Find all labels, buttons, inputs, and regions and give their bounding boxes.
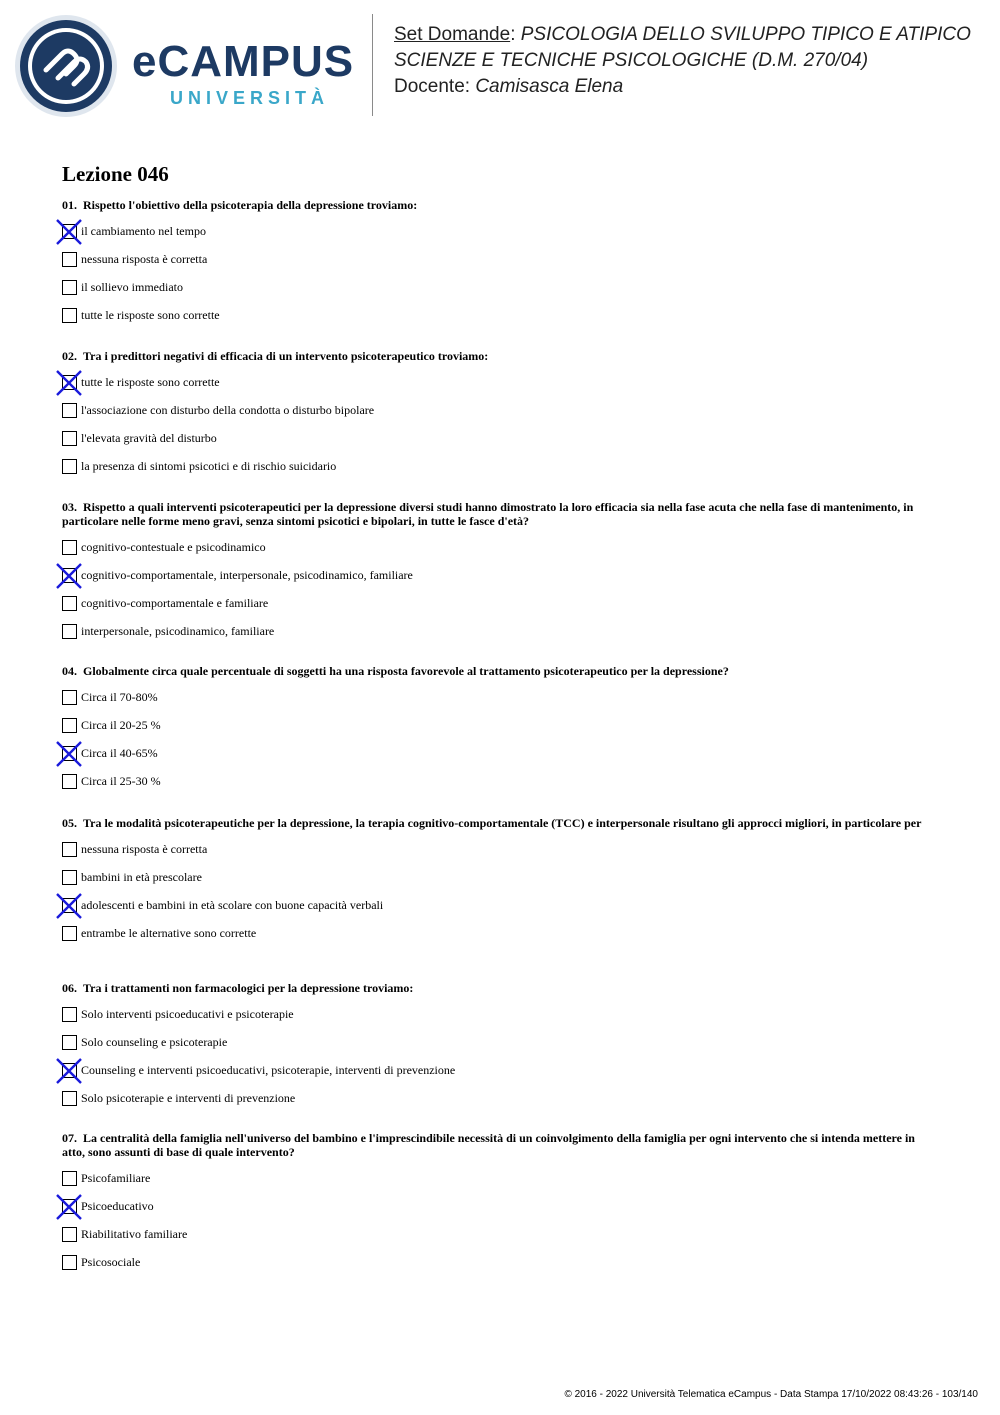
question-label: Globalmente circa quale percentuale di soggetti ha una risposta favorevole al trattamento psicoterapeutico per la depressione? xyxy=(83,664,729,678)
question-label: Rispetto l'obiettivo della psicoterapia della depressione troviamo: xyxy=(83,198,418,212)
question-text xyxy=(62,198,922,212)
answer-option[interactable] xyxy=(62,245,922,273)
answer-label: Solo counseling e psicoterapie xyxy=(81,1034,228,1049)
answer-label: entrambe le alternative sono corrette xyxy=(81,925,257,940)
answer-option[interactable] xyxy=(62,863,922,891)
answer-label: cognitivo-comportamentale e familiare xyxy=(81,595,269,610)
question-text xyxy=(62,816,922,830)
answer-checkbox[interactable] xyxy=(62,459,77,474)
question-6 xyxy=(62,981,922,1112)
answer-checkbox[interactable] xyxy=(62,1227,77,1242)
answer-label: l'elevata gravità del disturbo xyxy=(81,430,217,445)
answer-label: bambini in età prescolare xyxy=(81,869,202,884)
answer-option[interactable] xyxy=(62,1084,922,1112)
question-text xyxy=(62,1131,922,1159)
answer-option[interactable] xyxy=(62,711,922,739)
answer-options xyxy=(62,835,922,947)
answer-label: Psicofamiliare xyxy=(81,1170,151,1185)
question-label: Rispetto a quali interventi psicoterapeutici per la depressione diversi studi hanno dimostrato la loro efficacia sia nella fase acuta che nella fase di mantenimento, in particolare nelle forme meno gravi, senza sintomi psicotici e bipolari, in tutte le fasce d'età? xyxy=(62,500,914,528)
question-4 xyxy=(62,664,922,795)
answer-checkbox[interactable] xyxy=(62,870,77,885)
answer-checkbox[interactable] xyxy=(62,898,77,913)
answer-label: cognitivo-contestuale e psicodinamico xyxy=(81,539,266,554)
answer-checkbox[interactable] xyxy=(62,624,77,639)
answer-checkbox[interactable] xyxy=(62,568,77,583)
question-text xyxy=(62,981,922,995)
answer-option[interactable] xyxy=(62,835,922,863)
answer-checkbox[interactable] xyxy=(62,1007,77,1022)
header-divider xyxy=(372,14,373,116)
answer-label: tutte le risposte sono corrette xyxy=(81,374,220,389)
check-mark-icon xyxy=(54,1056,84,1086)
answer-label: Circa il 70-80% xyxy=(81,689,158,704)
answer-label: Riabilitativo familiare xyxy=(81,1226,188,1241)
answer-checkbox[interactable] xyxy=(62,842,77,857)
docente-name: Camisasca Elena xyxy=(475,76,624,97)
answer-checkbox[interactable] xyxy=(62,252,77,267)
answer-label: Psicosociale xyxy=(81,1254,141,1269)
question-5 xyxy=(62,816,922,947)
answer-options xyxy=(62,1000,922,1112)
question-number: 02. xyxy=(62,349,77,363)
answer-option[interactable] xyxy=(62,301,922,329)
question-2 xyxy=(62,349,922,480)
answer-label: la presenza di sintomi psicotici e di rischio suicidario xyxy=(81,458,337,473)
answer-option[interactable] xyxy=(62,217,922,245)
answer-checkbox[interactable] xyxy=(62,596,77,611)
question-label: Tra i predittori negativi di efficacia di un intervento psicoterapeutico troviamo: xyxy=(83,349,489,363)
header-info: Set Domande: PSICOLOGIA DELLO SVILUPPO TIPICO E ATIPICO SCIENZE E TECNICHE PSICOLOGICHE (D.M. 270/04) Docente: Camisasca Elena xyxy=(394,24,971,97)
answer-option[interactable] xyxy=(62,1164,922,1192)
question-label: Tra le modalità psicoterapeutiche per la depressione, la terapia cognitivo-comportamentale (TCC) e interpersonale risultano gli approcci migliori, in particolare per xyxy=(83,816,922,830)
answer-checkbox[interactable] xyxy=(62,690,77,705)
ecampus-seal-logo-icon xyxy=(14,14,118,118)
question-1 xyxy=(62,198,922,329)
question-3 xyxy=(62,500,922,645)
check-mark-icon xyxy=(54,368,84,398)
answer-label: tutte le risposte sono corrette xyxy=(81,307,220,322)
answer-checkbox[interactable] xyxy=(62,1091,77,1106)
answer-label: Psicoeducativo xyxy=(81,1198,154,1213)
answer-checkbox[interactable] xyxy=(62,280,77,295)
answer-label: nessuna risposta è corretta xyxy=(81,251,208,266)
answer-label: nessuna risposta è corretta xyxy=(81,841,208,856)
answer-option[interactable] xyxy=(62,589,922,617)
answer-option[interactable] xyxy=(62,452,922,480)
page-header xyxy=(0,0,1000,130)
answer-checkbox[interactable] xyxy=(62,431,77,446)
page-footer: © 2016 - 2022 Università Telematica eCampus - Data Stampa 17/10/2022 08:43:26 - 103/140 xyxy=(564,1389,978,1400)
answer-option[interactable] xyxy=(62,1248,922,1276)
question-number: 03. xyxy=(62,500,77,514)
universita-wordmark: UNIVERSITÀ xyxy=(170,88,330,108)
answer-label: Circa il 40-65% xyxy=(81,745,158,760)
answer-option[interactable] xyxy=(62,1220,922,1248)
answer-option[interactable] xyxy=(62,533,922,561)
answer-checkbox[interactable] xyxy=(62,403,77,418)
answer-label: Counseling e interventi psicoeducativi, psicoterapie, interventi di prevenzione xyxy=(81,1062,456,1077)
answer-option[interactable] xyxy=(62,617,922,645)
answer-checkbox[interactable] xyxy=(62,1199,77,1214)
answer-option[interactable] xyxy=(62,368,922,396)
question-label: La centralità della famiglia nell'universo del bambino e l'imprescindibile necessità di un coinvolgimento della famiglia per ogni intervento che si intenda mettere in atto, sono assunti di base di quale intervento? xyxy=(62,1131,915,1159)
answer-options xyxy=(62,368,922,480)
question-number: 06. xyxy=(62,981,77,995)
answer-label: adolescenti e bambini in età scolare con buone capacità verbali xyxy=(81,897,384,912)
answer-checkbox[interactable] xyxy=(62,540,77,555)
answer-option[interactable] xyxy=(62,1000,922,1028)
check-mark-icon xyxy=(54,1192,84,1222)
answer-label: Solo psicoterapie e interventi di prevenzione xyxy=(81,1090,296,1105)
answer-label: l'associazione con disturbo della condotta o disturbo bipolare xyxy=(81,402,375,417)
question-text xyxy=(62,349,922,363)
question-label: Tra i trattamenti non farmacologici per la depressione troviamo: xyxy=(83,981,414,995)
answer-options xyxy=(62,217,922,329)
question-7 xyxy=(62,1131,922,1276)
answer-checkbox[interactable] xyxy=(62,224,77,239)
answer-option[interactable] xyxy=(62,561,922,589)
answer-option[interactable] xyxy=(62,396,922,424)
course-title: PSICOLOGIA DELLO SVILUPPO TIPICO E ATIPICO xyxy=(520,24,971,45)
answer-checkbox[interactable] xyxy=(62,1255,77,1270)
answer-option[interactable] xyxy=(62,683,922,711)
answer-option[interactable] xyxy=(62,273,922,301)
answer-option[interactable] xyxy=(62,739,922,767)
answer-checkbox[interactable] xyxy=(62,375,77,390)
answer-option[interactable] xyxy=(62,919,922,947)
answer-checkbox[interactable] xyxy=(62,774,77,789)
question-number: 07. xyxy=(62,1131,77,1145)
answer-checkbox[interactable] xyxy=(62,718,77,733)
check-mark-icon xyxy=(54,739,84,769)
answer-options xyxy=(62,1164,922,1276)
answer-checkbox[interactable] xyxy=(62,1171,77,1186)
check-mark-icon xyxy=(54,217,84,247)
question-number: 04. xyxy=(62,664,77,678)
degree-title: SCIENZE E TECNICHE PSICOLOGICHE (D.M. 270/04) xyxy=(394,50,869,71)
answer-option[interactable] xyxy=(62,767,922,795)
question-text xyxy=(62,500,922,528)
answer-checkbox[interactable] xyxy=(62,1035,77,1050)
answer-options xyxy=(62,683,922,795)
answer-option[interactable] xyxy=(62,424,922,452)
answer-checkbox[interactable] xyxy=(62,746,77,761)
check-mark-icon xyxy=(54,561,84,591)
answer-label: il cambiamento nel tempo xyxy=(81,223,206,238)
answer-option[interactable] xyxy=(62,1028,922,1056)
answer-label: interpersonale, psicodinamico, familiare xyxy=(81,623,275,638)
docente-label: Docente: xyxy=(394,76,471,97)
question-number: 05. xyxy=(62,816,77,830)
answer-option[interactable] xyxy=(62,1192,922,1220)
answer-options xyxy=(62,533,922,645)
question-text xyxy=(62,664,922,678)
answer-checkbox[interactable] xyxy=(62,1063,77,1078)
set-label: Set Domande xyxy=(394,24,511,45)
answer-label: Circa il 20-25 % xyxy=(81,717,161,732)
lesson-title: Lezione 046 xyxy=(62,162,169,186)
answer-option[interactable] xyxy=(62,1056,922,1084)
ecampus-wordmark: eCAMPUS xyxy=(132,37,355,86)
answer-label: Solo interventi psicoeducativi e psicoterapie xyxy=(81,1006,294,1021)
question-number: 01. xyxy=(62,198,77,212)
answer-checkbox[interactable] xyxy=(62,308,77,323)
answer-label: Circa il 25-30 % xyxy=(81,773,161,788)
answer-checkbox[interactable] xyxy=(62,926,77,941)
answer-label: il sollievo immediato xyxy=(81,279,183,294)
answer-label: cognitivo-comportamentale, interpersonale, psicodinamico, familiare xyxy=(81,567,413,582)
check-mark-icon xyxy=(54,891,84,921)
answer-option[interactable] xyxy=(62,891,922,919)
